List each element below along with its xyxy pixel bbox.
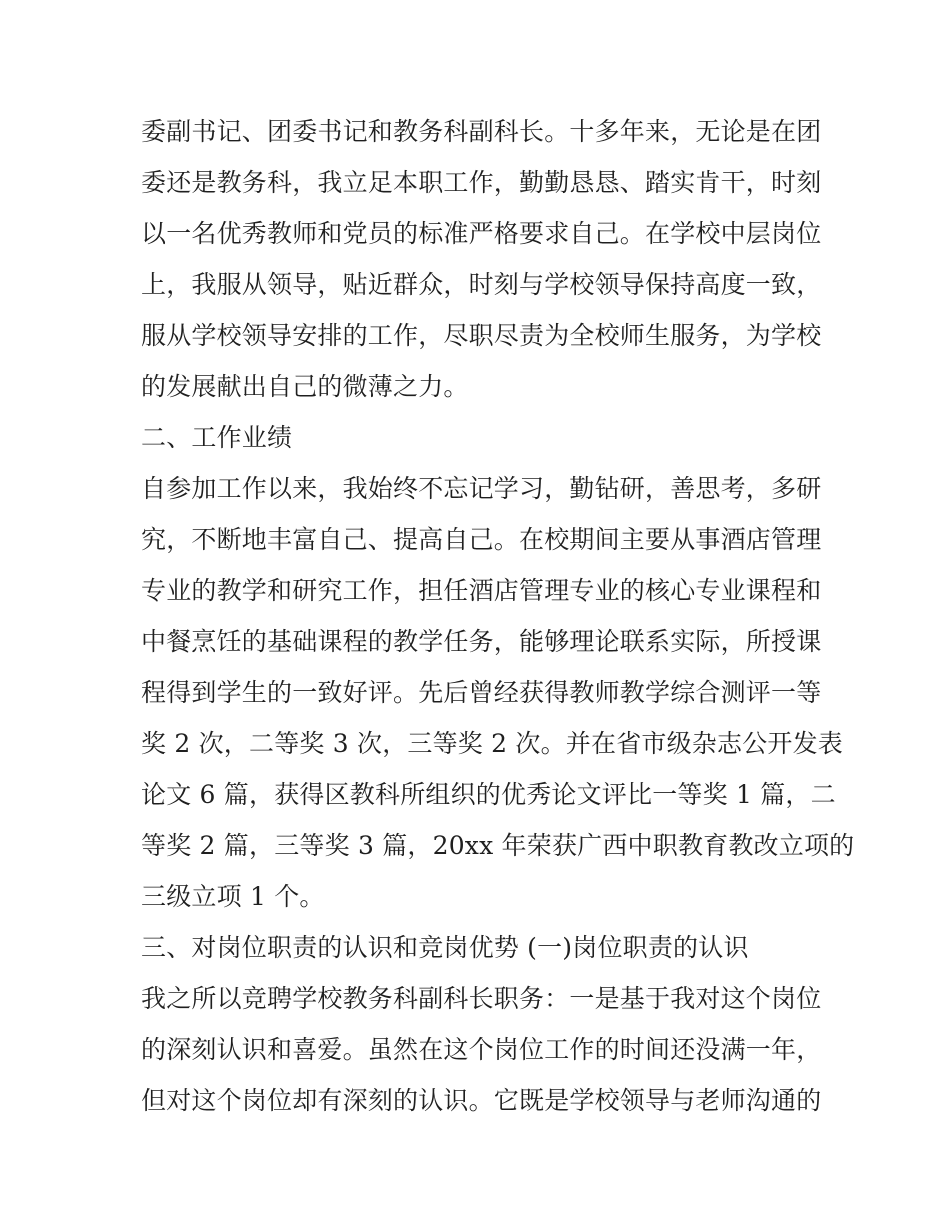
text-line: 等奖 2 篇，三等奖 3 篇，20xx 年荣获广西中职教育教改立项的 xyxy=(141,831,855,860)
document-body xyxy=(141,106,855,1126)
text-line: 我之所以竞聘学校教务科副科长职务：一是基于我对这个岗位 xyxy=(141,984,822,1013)
text-line: 服从学校领导安排的工作，尽职尽责为全校师生服务，为学校 xyxy=(141,321,822,350)
section-heading: 三、对岗位职责的认识和竞岗优势 (一)岗位职责的认识 xyxy=(141,933,749,962)
text-line: 上，我服从领导，贴近群众，时刻与学校领导保持高度一致， xyxy=(141,270,822,299)
text-line: 以一名优秀教师和党员的标准严格要求自己。在学校中层岗位 xyxy=(141,219,822,248)
text-line: 论文 6 篇，获得区教科所组织的优秀论文评比一等奖 1 篇，二 xyxy=(141,780,836,809)
text-line: 但对这个岗位却有深刻的认识。它既是学校领导与老师沟通的 xyxy=(141,1086,822,1115)
text-line: 的深刻认识和喜爱。虽然在这个岗位工作的时间还没满一年， xyxy=(141,1035,822,1064)
text-line: 自参加工作以来，我始终不忘记学习，勤钻研，善思考，多研 xyxy=(141,474,822,503)
text-line: 三级立项 1 个。 xyxy=(141,882,325,911)
text-line: 中餐烹饪的基础课程的教学任务，能够理论联系实际，所授课 xyxy=(141,627,822,656)
text-line: 委副书记、团委书记和教务科副科长。十多年来，无论是在团 xyxy=(141,117,822,146)
text-line: 程得到学生的一致好评。先后曾经获得教师教学综合测评一等 xyxy=(141,678,822,707)
text-line: 专业的教学和研究工作，担任酒店管理专业的核心专业课程和 xyxy=(141,576,822,605)
text-line: 的发展献出自己的微薄之力。 xyxy=(141,372,469,401)
text-line: 奖 2 次，二等奖 3 次，三等奖 2 次。并在省市级杂志公开发表 xyxy=(141,729,843,758)
text-line: 究，不断地丰富自己、提高自己。在校期间主要从事酒店管理 xyxy=(141,525,822,554)
text-line: 委还是教务科，我立足本职工作，勤勤恳恳、踏实肯干，时刻 xyxy=(141,168,822,197)
section-heading: 二、工作业绩 xyxy=(141,423,293,452)
